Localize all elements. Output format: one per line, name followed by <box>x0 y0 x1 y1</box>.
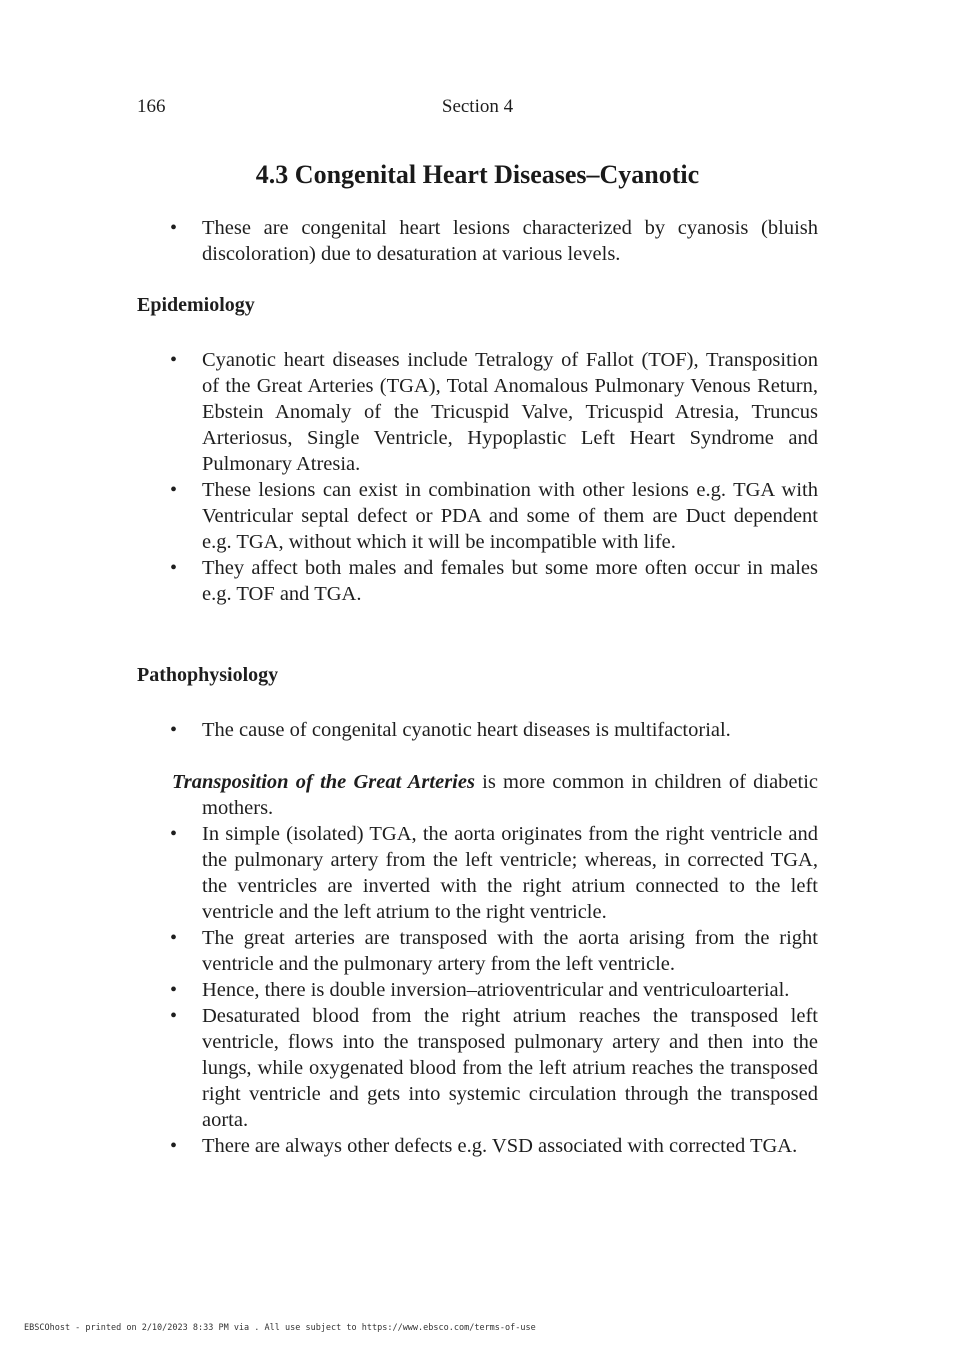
print-footer: EBSCOhost - printed on 2/10/2023 8:33 PM via . All use subject to https://www.ebsco.com/terms-of-use <box>24 1323 536 1333</box>
page-number: 166 <box>137 96 166 117</box>
epidemiology-list <box>137 347 818 607</box>
list-item: • The great arteries are transposed with the aorta arising from the right ventricle and the pulmonary artery from the left ventricle. <box>137 925 818 977</box>
list-item: • These lesions can exist in combination with other lesions e.g. TGA with Ventricular septal defect or PDA and some of them are Duct dependent e.g. TGA, without which it will be incompatible with life. <box>137 477 818 555</box>
list-item: • In simple (isolated) TGA, the aorta originates from the right ventricle and the pulmonary artery from the left ventricle; whereas, in corrected TGA, the ventricles are inverted with the right atrium connected to the left ventricle and the left atrium to the right ventricle. <box>137 821 818 925</box>
pathophysiology-list <box>137 717 818 743</box>
tga-intro-paragraph <box>137 769 818 821</box>
list-item: • Cyanotic heart diseases include Tetralogy of Fallot (TOF), Transposition of the Great Arteries (TGA), Total Anomalous Pulmonary Venous Return, Ebstein Anomaly of the Tricuspid Valve, Tricuspid Atresia, Truncus Arteriosus, Single Ventricle, Hypoplastic Left Heart Syndrome and Pulmonary Atresia. <box>137 347 818 477</box>
list-item: • They affect both males and females but some more often occur in males e.g. TOF and TGA. <box>137 555 818 607</box>
tga-intro-rest: is more common in children of diabetic mothers. <box>202 771 819 819</box>
epidemiology-heading: Epidemiology <box>137 294 255 316</box>
list-item: • Desaturated blood from the right atrium reaches the transposed left ventricle, flows into the transposed pulmonary artery and then into the lungs, while oxygenated blood from the left atrium reaches the transposed right ventricle and gets into systemic circulation through the transposed aorta. <box>137 1003 818 1133</box>
tga-emphasis: Transposition of the Great Arteries <box>172 771 475 793</box>
list-item: • The cause of congenital cyanotic heart diseases is multifactorial. <box>137 717 818 743</box>
list-item: • There are always other defects e.g. VSD associated with corrected TGA. <box>137 1133 818 1159</box>
page-header <box>137 96 818 122</box>
page-title: 4.3 Congenital Heart Diseases–Cyanotic <box>255 160 700 189</box>
tga-section <box>137 769 818 1159</box>
list-item: • These are congenital heart lesions characterized by cyanosis (bluish discoloration) due to desaturation at various levels. <box>137 215 818 267</box>
list-item: • Hence, there is double inversion–atrioventricular and ventriculoarterial. <box>137 977 818 1003</box>
pathophysiology-heading: Pathophysiology <box>137 664 279 686</box>
intro-section <box>137 215 818 267</box>
running-section-label: Section 4 <box>441 96 514 117</box>
